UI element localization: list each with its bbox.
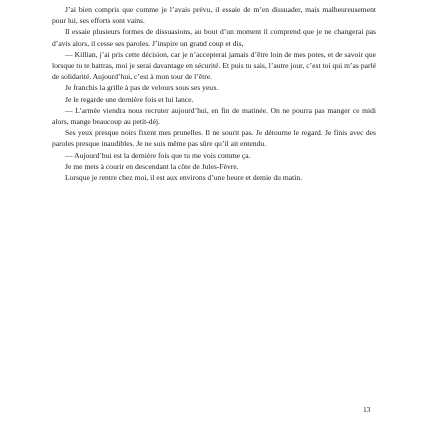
paragraph: Je me mets à courir en descendant la côte de Jules-Fèvre.	[65, 161, 239, 171]
paragraph: — Aujourd’hui est la dernière fois que tu me vois comme ça.	[65, 150, 251, 160]
page-number: 13	[363, 405, 371, 414]
paragraph: J’ai bien compris que comme je l’avais prévu, il essaie de m’en dissuader, mais malheureusement pour lui, ses efforts sont vains.	[52, 5, 376, 26]
paragraph: Ses yeux presque noirs fixent mes prunelles. Il ne sourit pas. Je détourne le regard. Je finis avec des paroles presque inaudibles. Je ne suis même pas sûre qu’il ait entendu.	[52, 128, 376, 149]
paragraph: — L’armée viendra nous recruter aujourd’hui, en fin de matinée. On ne pourra pas manger ce midi alors, mange beaucoup au petit-déj.	[52, 105, 376, 127]
paragraph: Je franchis la grille à pas de velours sous ses yeux.	[65, 83, 219, 93]
paragraph: — Killian, j’ai pris cette décision, car je n’accepterai jamais d’être loin de mes potes, et de savoir que lorsque tu te battras, moi je serai davantage en sécurité. Et puis tu sais, l’autre jour, c’est toi qui m’as parlé de solidarité. Aujourd’hui, c’est à mon tour de l’être.	[52, 49, 376, 82]
body-text	[52, 4, 376, 183]
paragraph: Je le regarde une dernière fois et lui lance.	[65, 94, 194, 104]
paragraph: Il essaie plusieurs formes de dissuasions, au bout d’un moment il comprend que je ne changerai pas d’avis alors, il cesse ses paroles. J’inspire un grand coup et dis,	[52, 27, 376, 48]
paragraph: Lorsque je rentre chez moi, il est aux environs d’une heure et demie du matin.	[65, 173, 303, 183]
